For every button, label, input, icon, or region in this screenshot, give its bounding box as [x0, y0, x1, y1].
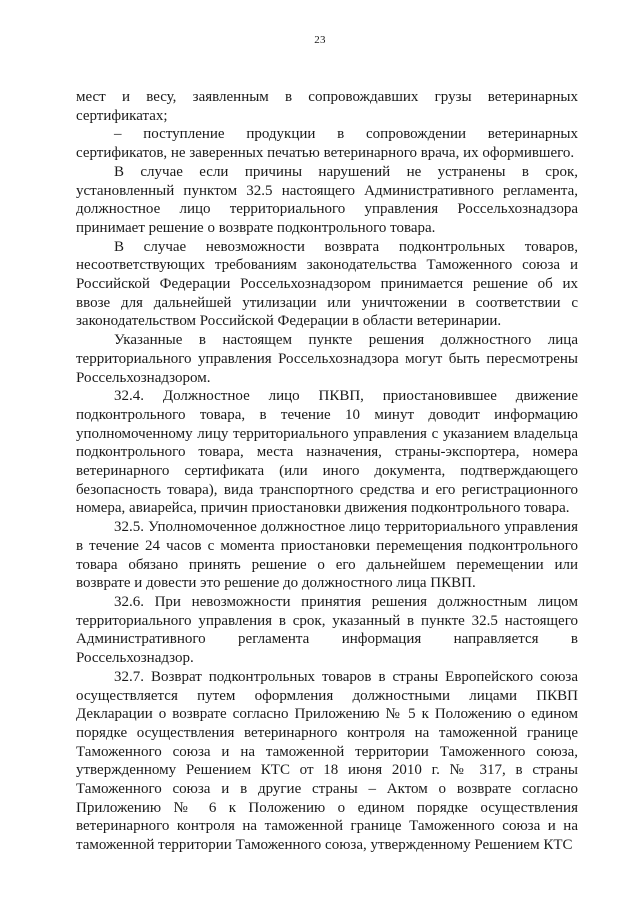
paragraph-32-5: 32.5. Уполномоченное должностное лицо территориального управления в течение 24 часов с момента приостановки перемещения подконтрольного товара обязано принять решение о его дальнейшем перемещении или возврате и довести это решение до должностного лица ПКВП. [76, 519, 578, 592]
paragraph-32-4: 32.4. Должностное лицо ПКВП, приостановившее движение подконтрольного товара, в течение 10 минут доводит информацию уполномоченному лицу территориального управления с указанием владельца подконтрольного товара, места назначения, страны-экспортера, номера ветеринарного сертификата (или иного документа, подтверждающего безопасность товара), вида транспортного средства и его регистрационного номера, авиарейса, причин приостановки движения подконтрольного товара. [76, 388, 578, 517]
document-body [76, 88, 578, 855]
paragraph-disposal-decision: В случае невозможности возврата подконтрольных товаров, несоответствующих требованиям законодательства Таможенного союза и Российской Федерации Россельхознадзором принимается решение об их ввозе для дальнейшей утилизации или уничтожении в соответствии с законодательством Российской Федерации в области ветеринарии. [76, 238, 578, 330]
paragraph-list-item-certificates: – поступление продукции в сопровождении ветеринарных сертификатов, не заверенных печатью ветеринарного врача, их оформившего. [76, 126, 578, 162]
paragraph-1-continuation: мест и весу, заявленным в сопровождавших грузы ветеринарных сертификатах; [76, 89, 578, 124]
page-number: 23 [314, 34, 326, 46]
paragraph-return-decision: В случае если причины нарушений не устранены в срок, установленный пунктом 32.5 настоящего Административного регламента, должностное лицо территориального управления Россельхознадзора принимает решение о возврате подконтрольного товара. [76, 163, 578, 236]
paragraph-32-7: 32.7. Возврат подконтрольных товаров в страны Европейского союза осуществляется путем оформления должностными лицами ПКВП Декларации о возврате согласно Приложению № 5 к Положению о едином порядке осуществления ветеринарного контроля на таможенной границе Таможенного союза и на таможенной территории Таможенного союза, утвержденному Решением КТС от 18 июня 2010 г. № 317, в страны Таможенного союза и в другие страны – Актом о возврате согласно Приложению № 6 к Положению о едином порядке осуществления ветеринарного контроля на таможенной границе Таможенного союза и на таможенной территории Таможенного союза, утвержденному Решением КТС [76, 668, 578, 854]
paragraph-32-6: 32.6. При невозможности принятия решения должностным лицом территориального управления в срок, указанный в пункте 32.5 настоящего Административного регламента информация направляется в Россельхознадзор. [76, 593, 578, 667]
paragraph-review-decisions: Указанные в настоящем пункте решения должностного лица территориального управления Россельхознадзора могут быть пересмотрены Россельхознадзором. [76, 332, 578, 386]
